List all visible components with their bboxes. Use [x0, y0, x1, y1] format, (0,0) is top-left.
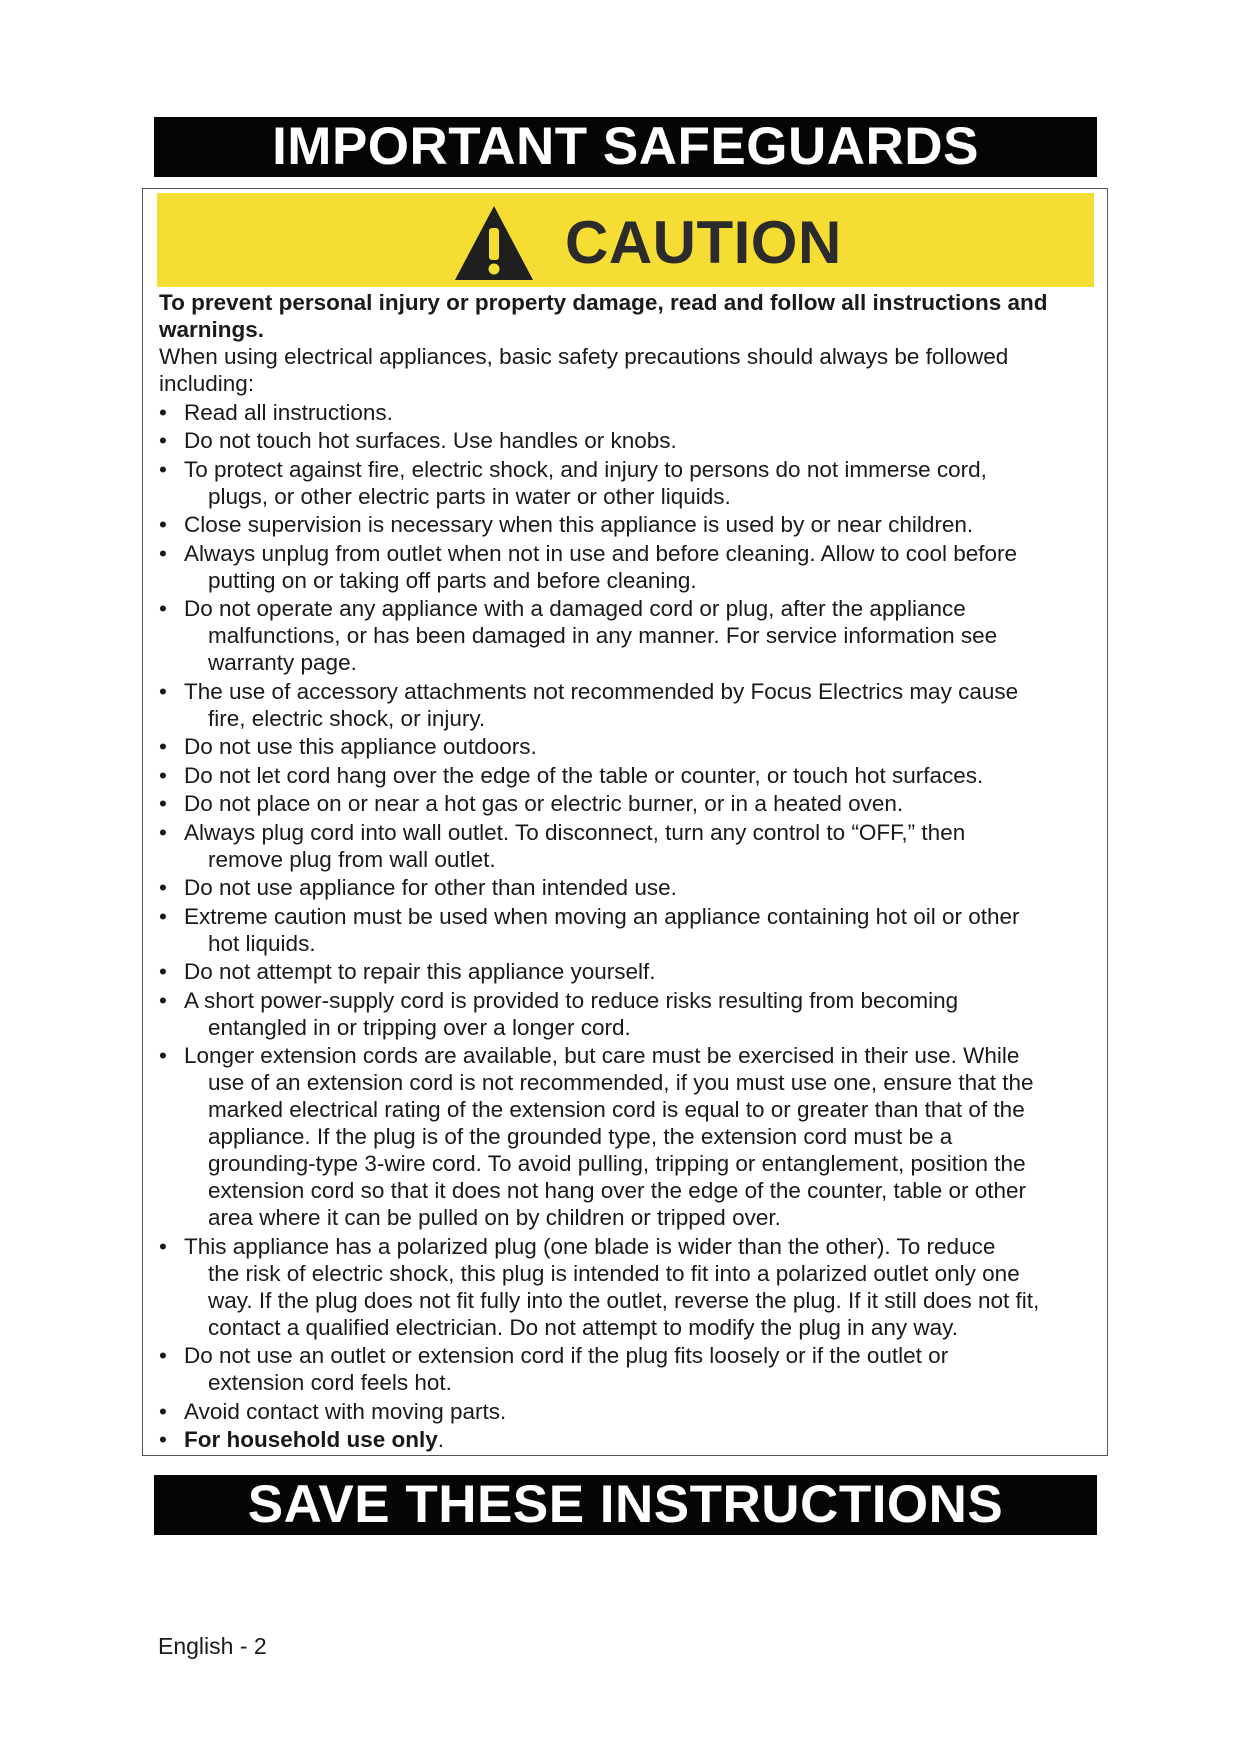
bullet: •: [159, 819, 167, 845]
safeguards-box: [142, 188, 1108, 1456]
household-bold-text: For household use only: [184, 1427, 438, 1452]
list-item-line: contact a qualified electrician. Do not attempt to modify the plug in any way.: [208, 1314, 958, 1340]
bullet: •: [159, 762, 167, 788]
page-footer: [158, 1632, 267, 1660]
bullet: •: [159, 1043, 167, 1068]
bullet: •: [159, 734, 167, 759]
caution-label-group: [453, 201, 842, 285]
list-item-line: extension cord so that it does not hang over the edge of the counter, table or other: [208, 1178, 1027, 1203]
list-item-line: plugs, or other electric parts in water or other liquids.: [208, 483, 731, 509]
list-item-line: remove plug from wall outlet.: [208, 846, 496, 872]
lead-warning: To prevent personal injury or property damage, read and follow all instructions and warnings.: [159, 290, 1048, 342]
list-item: [159, 874, 1099, 901]
warning-triangle-icon: [453, 204, 535, 282]
list-item: [159, 987, 1099, 1041]
list-item-line: hot liquids.: [208, 930, 316, 956]
bullet: •: [159, 791, 167, 816]
list-item-line: the risk of electric shock, this plug is intended to fit into a polarized outlet only one: [208, 1260, 1020, 1286]
bullet: •: [159, 875, 167, 900]
caution-bar: [157, 193, 1094, 287]
list-item: [159, 678, 1099, 732]
list-item-household: [159, 1426, 1099, 1453]
bullet: •: [159, 399, 167, 425]
list-item-line: Do not operate any appliance with a damaged cord or plug, after the appliance: [184, 596, 966, 621]
bullet: •: [159, 1343, 167, 1368]
list-item-line: Extreme caution must be used when moving an appliance containing hot oil or other: [184, 903, 1020, 929]
list-item: [159, 1042, 1099, 1231]
page-label: English - 2: [158, 1633, 267, 1659]
bullet: •: [159, 1398, 167, 1424]
household-suffix: .: [437, 1427, 445, 1452]
list-item: [159, 427, 1099, 454]
list-item-line: fire, electric shock, or injury.: [208, 705, 486, 731]
bullet: •: [159, 540, 167, 566]
list-item-line: Do not let cord hang over the edge of the table or counter, or touch hot surfaces.: [184, 762, 984, 788]
list-item: [159, 958, 1099, 985]
list-item-line: Longer extension cords are available, but care must be exercised in their use. While: [184, 1043, 1020, 1068]
list-item-line: Do not place on or near a hot gas or electric burner, or in a heated oven.: [184, 791, 904, 816]
list-item-line: Close supervision is necessary when this appliance is used by or near children.: [184, 512, 974, 537]
bullet: •: [159, 959, 167, 984]
list-item-line: grounding-type 3-wire cord. To avoid pulling, tripping or entanglement, position the: [208, 1151, 1026, 1176]
list-item-line: use of an extension cord is not recommended, if you must use one, ensure that the: [208, 1070, 1034, 1095]
important-safeguards-banner: [154, 117, 1097, 177]
bullet: •: [159, 456, 167, 482]
list-item-line: Do not attempt to repair this appliance yourself.: [184, 959, 656, 984]
list-item-line: The use of accessory attachments not recommended by Focus Electrics may cause: [184, 678, 1019, 704]
list-item-line: To protect against fire, electric shock, and injury to persons do not immerse cord,: [184, 456, 987, 482]
list-item-line: area where it can be pulled on by children or tripped over.: [208, 1205, 781, 1230]
list-item-line: Avoid contact with moving parts.: [184, 1398, 507, 1424]
list-item-line: way. If the plug does not fit fully into the outlet, reverse the plug. If it still does not fit,: [208, 1287, 1040, 1313]
list-item: [159, 456, 1099, 510]
list-item: [159, 762, 1099, 789]
rules-list: [159, 399, 1099, 1454]
list-item: [159, 511, 1099, 538]
list-item: [159, 819, 1099, 873]
intro-text: When using electrical appliances, basic safety precautions should always be followed including:: [159, 344, 1009, 396]
save-instructions-banner: [154, 1475, 1097, 1535]
bullet: •: [159, 903, 167, 929]
bullet: •: [159, 1427, 167, 1452]
list-item-line: Always unplug from outlet when not in use and before cleaning. Allow to cool before: [184, 540, 1018, 566]
bullet: •: [159, 678, 167, 704]
list-item-line: extension cord feels hot.: [208, 1370, 452, 1395]
bullet: •: [159, 1233, 167, 1259]
list-item: [159, 1233, 1099, 1341]
list-item: [159, 1342, 1099, 1396]
list-item: [159, 733, 1099, 760]
list-item-line: appliance. If the plug is of the grounded type, the extension cord must be a: [208, 1124, 953, 1149]
bullet: •: [159, 596, 167, 621]
list-item-line: marked electrical rating of the extension cord is equal to or greater than that of the: [208, 1097, 1025, 1122]
list-item-line: A short power-supply cord is provided to reduce risks resulting from becoming: [184, 987, 959, 1013]
list-item: [159, 790, 1099, 817]
list-item-line: This appliance has a polarized plug (one blade is wider than the other). To reduce: [184, 1233, 996, 1259]
list-item-line: Do not use this appliance outdoors.: [184, 734, 537, 759]
bullet: •: [159, 428, 167, 453]
list-item: [159, 399, 1099, 426]
list-item: [159, 540, 1099, 594]
list-item-line: warranty page.: [208, 650, 357, 675]
list-item-line: entangled in or tripping over a longer cord.: [208, 1014, 631, 1040]
banner-title: IMPORTANT SAFEGUARDS: [272, 117, 979, 176]
list-item-line: Always plug cord into wall outlet. To disconnect, turn any control to “OFF,” then: [184, 819, 966, 845]
safeguards-content: [159, 289, 1099, 1453]
list-item-line: Do not touch hot surfaces. Use handles or knobs.: [184, 428, 677, 453]
list-item-text: [184, 1426, 1099, 1453]
list-item-line: Read all instructions.: [184, 399, 393, 425]
list-item: [159, 1398, 1099, 1425]
list-item-line: Do not use appliance for other than intended use.: [184, 875, 677, 900]
list-item: [159, 595, 1099, 676]
caution-word: CAUTION: [565, 209, 842, 276]
save-banner-title: SAVE THESE INSTRUCTIONS: [247, 1475, 1004, 1534]
list-item-line: malfunctions, or has been damaged in any manner. For service information see: [208, 623, 998, 648]
bullet: •: [159, 512, 167, 537]
list-item-line: putting on or taking off parts and before cleaning.: [208, 567, 697, 593]
list-item: [159, 903, 1099, 957]
bullet: •: [159, 987, 167, 1013]
list-item-line: Do not use an outlet or extension cord if the plug fits loosely or if the outlet or: [184, 1343, 949, 1368]
